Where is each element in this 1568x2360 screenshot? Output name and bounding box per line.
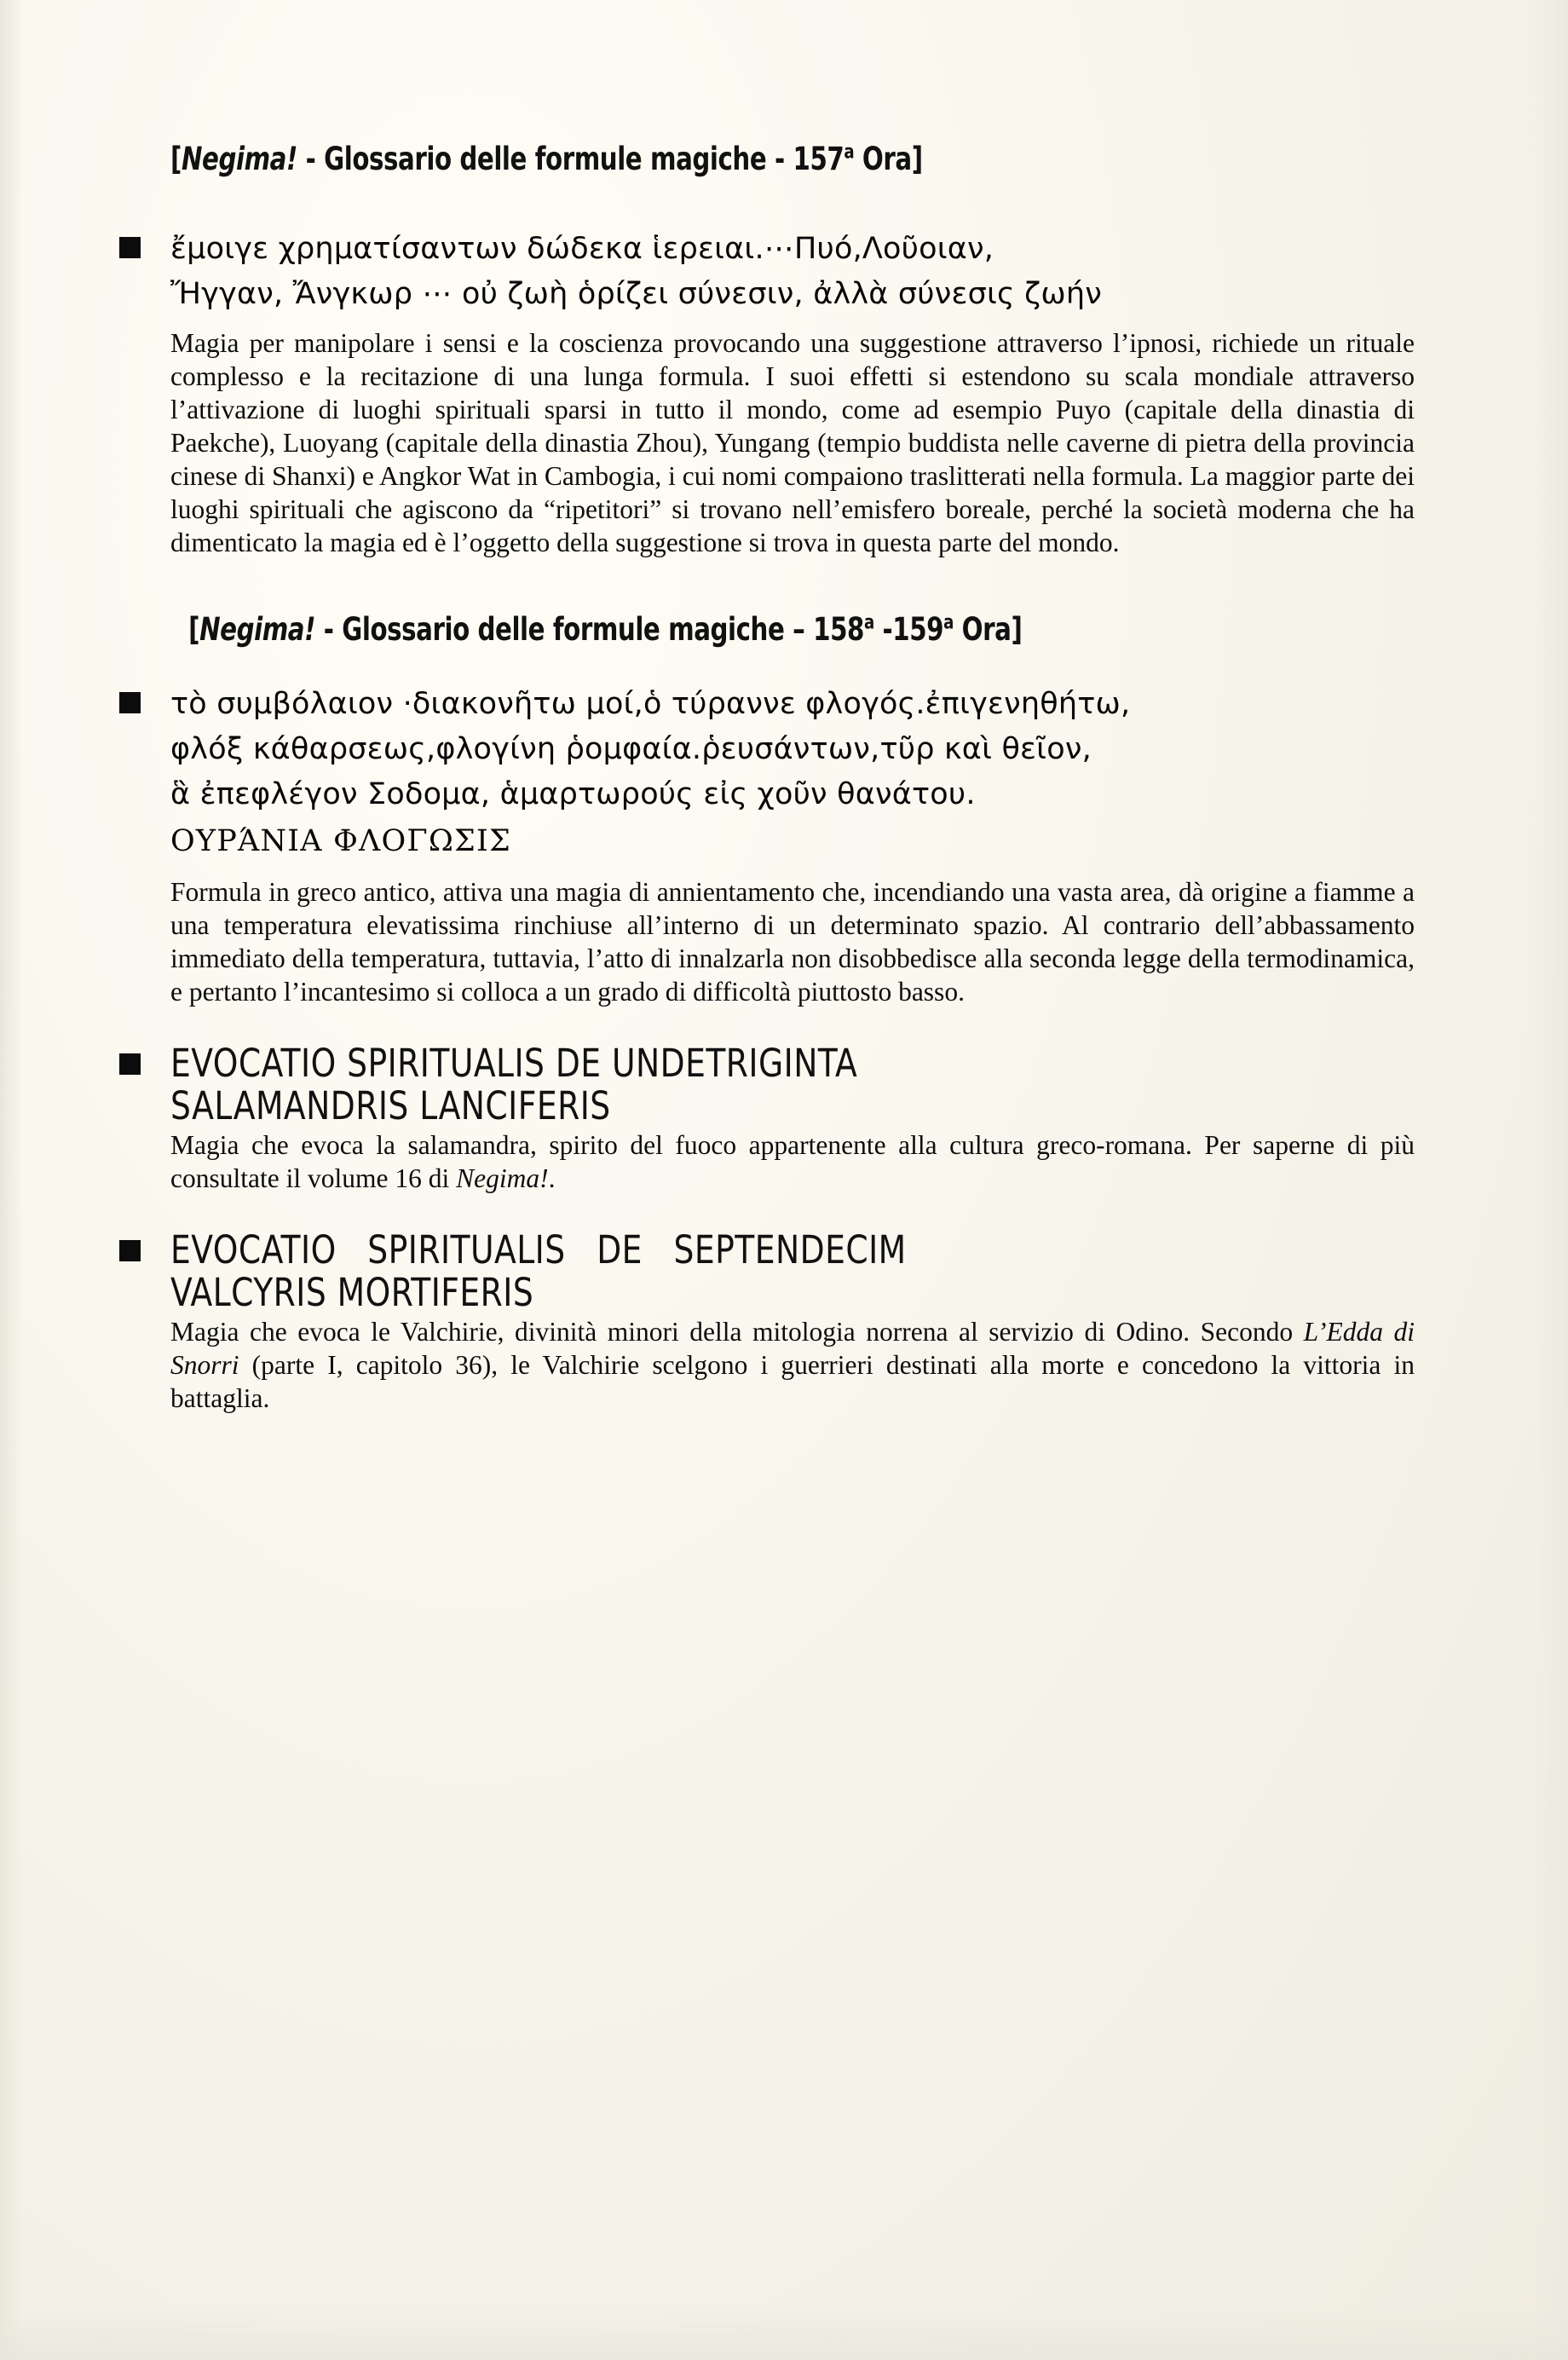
running-head-label: Glossario delle formule magiche	[324, 141, 767, 177]
running-head-158-159	[170, 611, 1265, 648]
running-head-chapter-to: 159	[892, 610, 944, 648]
running-head-chapter: 157	[793, 141, 845, 177]
filled-square-bullet-icon	[119, 1053, 141, 1075]
running-head-chapter-from: 158	[813, 610, 864, 648]
section-spacer	[170, 582, 1415, 611]
spell-name-latin-line-1: EVOCATIO SPIRITUALIS DE UNDETRIGINTA	[170, 1040, 858, 1086]
incantation-block	[170, 227, 1415, 317]
entry-description-post: (parte I, capitolo 36), le Valchirie scelgono i guerrieri destinati alla morte e concedono la vittoria in battaglia.	[170, 1350, 1415, 1414]
incantation-block	[170, 682, 1415, 865]
running-head-series-title: Negima!	[181, 141, 297, 177]
entry-description: Formula in greco antico, attiva una magia di annientamento che, incendiando una vasta area, dà origine a fiamme a una temperatura elevatissima rinchiuse all’interno di un determinato spazio. Al contrario dell’abbassamento immediato della temperatura, tuttavia, l’atto di innalzarla non disobbedisce alla seconda legge della termodinamica, e pertanto l’incantesimo si colloca a un grado di difficoltà piuttosto basso.	[170, 877, 1415, 1007]
incantation-line: φλόξ κάθαρσεως,φλογίνη ῥομφαία.ῥευσάντων,τῦρ καὶ θεῖον,	[170, 731, 1092, 766]
entry-description-emphasis: Negima!	[456, 1163, 549, 1194]
running-head-close-bracket: ]	[1011, 610, 1023, 648]
running-head-ordinal: a	[844, 141, 855, 164]
glossary-entry-hypnosis	[170, 227, 1415, 560]
entry-description-pre: Magia che evoca le Valchirie, divinità minori della mitologia norrena al servizio di Odino. Secondo	[170, 1317, 1304, 1347]
running-head-separator-1: -	[297, 141, 325, 177]
glossary-entry-valcyris	[170, 1227, 1415, 1416]
glossary-entry-urania-phlogosis	[170, 682, 1415, 1009]
spell-name-latin-line-1: EVOCATIO SPIRITUALIS DE SEPTENDECIM	[170, 1227, 907, 1273]
running-head-ordinal-to: a	[943, 611, 954, 634]
running-head-unit: Ora	[854, 141, 912, 177]
running-head-separator-2: -	[766, 141, 793, 177]
filled-square-bullet-icon	[119, 1240, 141, 1261]
glossary-entry-salamandris	[170, 1040, 1415, 1196]
spell-name-latin-line-2: VALCYRIS MORTIFERIS	[170, 1269, 534, 1315]
incantation-line: ἔμοιγε χρηματίσαντων δώδεκα ἱερειαι.⋯Πυό,Λοῦοιαν,	[170, 232, 994, 266]
filled-square-bullet-icon	[119, 692, 141, 713]
entry-description-pre: Magia che evoca la salamandra, spirito del fuoco appartenente alla cultura greco-romana. Per saperne di più consultate il volume 16 di	[170, 1130, 1415, 1194]
running-head-open-bracket: [	[170, 141, 182, 177]
incantation-line: ἃ ἐπεφλέγον Σοδομα, ἁμαρτωρούς εἰς χοῦν θανάτου.	[170, 776, 976, 811]
entry-description-post: .	[548, 1163, 556, 1194]
running-head-range-separator: -	[873, 610, 893, 648]
running-head-separator-2: –	[784, 610, 814, 648]
running-head-label: Glossario delle formule magiche	[342, 610, 785, 648]
incantation-line: τὸ συμβόλαιον ·διακονῆτω μοί,ὁ τύραννε φλογός.ἐπιγενηθήτω,	[170, 686, 1131, 721]
spell-name-latin-line-2: SALAMANDRIS LANCIFERIS	[170, 1082, 611, 1128]
filled-square-bullet-icon	[119, 237, 141, 258]
spell-name-greek: ΟΥΡΆΝΙΑ ΦΛΟΓΩΣΙΣ	[170, 824, 511, 859]
entry-description-emphasis: L’Edda di Snorri	[170, 1317, 1415, 1381]
incantation-line: Ἤγγαν, Ἄνγκωρ ⋯ οὐ ζωὴ ὁρίζει σύνεσιν, ἀλλὰ σύνεσις ζωήν	[170, 277, 1102, 312]
entry-description	[170, 1316, 1415, 1416]
running-head-unit: Ora	[953, 610, 1012, 648]
entry-description: Magia per manipolare i sensi e la coscienza provocando una suggestione attraverso l’ipnosi, richiede un rituale complesso e la recitazione di una lunga formula. I suoi effetti si estendono su scala mondiale attraverso l’attivazione di luoghi spirituali sparsi in tutto il mondo, come ad esempio Puyo (capitale della dinastia di Paekche), Luoyang (capitale della dinastia Zhou), Yungang (tempio buddista nelle caverne di pietra della provincia cinese di Shanxi) e Angkor Wat in Cambogia, i cui nomi compaiono traslitterati nella formula. La maggior parte dei luoghi spirituali che agiscono da “ripetitori” si trovano nell’emisfero boreale, perché la società moderna che ha dimenticato la magia ed è l’oggetto della suggestione si trova in questa parte del mondo.	[170, 328, 1415, 557]
running-head-open-bracket: [	[188, 610, 200, 648]
page-content	[170, 141, 1415, 1438]
running-head-close-bracket: ]	[911, 141, 923, 177]
running-head-separator-1: -	[315, 610, 343, 648]
running-head-157	[170, 141, 1265, 177]
entry-description	[170, 1129, 1415, 1196]
running-head-ordinal-from: a	[863, 611, 874, 634]
running-head-series-title: Negima!	[199, 610, 316, 648]
